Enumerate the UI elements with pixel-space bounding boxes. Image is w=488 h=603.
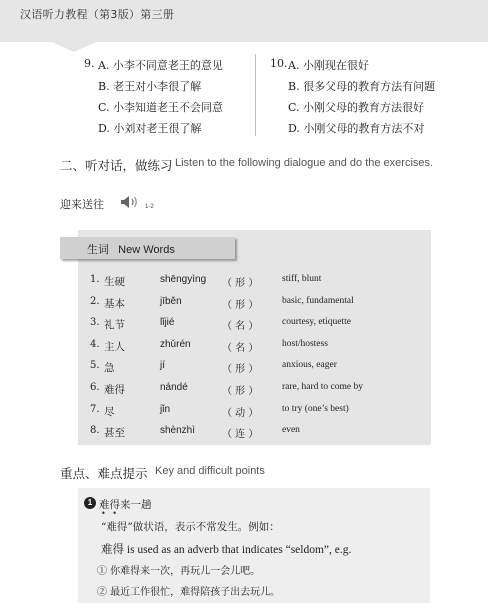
vocab-pos: （ 连 ） <box>222 429 259 441</box>
vocab-char: 甚至 <box>104 427 125 440</box>
vocab-en: anxious, eager <box>282 360 337 371</box>
vocab-num: 8. <box>90 425 100 437</box>
question-10-option-d: D. 小刚父母的教育方法不对 <box>288 122 425 135</box>
key-points-title: 重点、难点提示 <box>60 466 148 481</box>
vocab-en: courtesy, etiquette <box>282 317 352 328</box>
question-divider <box>255 54 256 136</box>
vocab-char: 难得 <box>104 384 125 396</box>
vocab-en: rare, hard to come by <box>282 382 363 392</box>
vocab-pos: （ 形 ） <box>222 364 259 376</box>
key-points-title-en: Key and difficult points <box>155 465 265 477</box>
dialogue-title: 迎来送往 <box>60 198 104 211</box>
audio-track-number: 1-2 <box>145 204 154 210</box>
bullet-number-badge: 1 <box>84 497 96 509</box>
vocab-num: 2. <box>90 295 100 307</box>
vocab-en: basic, fundamental <box>282 295 354 306</box>
vocab-en: stiff, blunt <box>282 274 322 284</box>
vocab-pinyin: zhǔrén <box>160 338 191 350</box>
vocab-pinyin: shènzhì <box>160 425 196 437</box>
vocab-pinyin: lǐjié <box>160 317 175 329</box>
vocab-num: 7. <box>90 403 100 415</box>
header-notch <box>52 42 96 52</box>
vocab-char: 尽 <box>104 405 115 418</box>
question-10-option-a: A. 小刚现在很好 <box>288 59 369 72</box>
vocab-char: 主人 <box>104 340 125 353</box>
vocab-num: 6. <box>90 382 100 393</box>
speaker-icon[interactable] <box>120 194 142 208</box>
vocab-char: 基本 <box>104 297 125 310</box>
section-2-title-en: Listen to the following dialogue and do the exercises. <box>175 157 434 169</box>
vocab-char: 急 <box>104 362 115 375</box>
vocab-pos: （ 形 ） <box>222 278 259 289</box>
question-10-option-c: C. 小刚父母的教育方法很好 <box>288 101 425 114</box>
question-10-number: 10. <box>270 57 288 70</box>
vocab-char: 礼节 <box>104 319 125 332</box>
vocab-en: host/hostess <box>282 338 328 349</box>
vocab-pos: （ 形 ） <box>222 386 259 397</box>
vocab-pos: （ 名 ） <box>222 321 259 333</box>
vocab-pinyin: nándé <box>160 382 188 393</box>
vocab-pinyin: jīběn <box>160 295 182 307</box>
key-point-example-2: ② 最近工作很忙，难得陪孩子出去玩儿。 <box>97 587 281 598</box>
new-words-label-en: New Words <box>118 244 175 256</box>
emphasis-dots-decoration: • • <box>101 509 119 518</box>
vocab-char: 生硬 <box>104 276 125 288</box>
vocab-en: even <box>282 425 300 436</box>
question-9-number: 9. <box>84 57 95 70</box>
question-9-option-d: D. 小刘对老王很了解 <box>98 122 202 135</box>
vocab-num: 4. <box>90 338 100 350</box>
vocab-pos: （ 动 ） <box>222 407 259 419</box>
vocab-num: 1. <box>90 274 100 285</box>
question-10-option-b: B. 很多父母的教育方法有问题 <box>288 80 436 93</box>
vocab-pinyin: jí <box>160 360 165 372</box>
question-9-option-b: B. 老王对小李很了解 <box>98 80 202 93</box>
key-point-example-1: ① 你难得来一次，再玩儿一会儿吧。 <box>97 566 261 577</box>
vocab-pinyin: jǐn <box>160 403 171 415</box>
question-9-option-c: C. 小李知道老王不会同意 <box>98 101 224 114</box>
vocab-num: 5. <box>90 360 100 372</box>
vocab-pos: （ 名 ） <box>222 342 259 354</box>
vocab-pos: （ 形 ） <box>222 299 259 311</box>
vocab-en: to try (one’s best) <box>282 403 349 414</box>
key-point-line-2: 难得 is used as an adverb that indicates “seldom”, e.g. <box>101 544 352 556</box>
book-title: 汉语听力教程（第3版）第三册 <box>20 8 175 21</box>
new-words-label <box>87 241 175 257</box>
vocab-num: 3. <box>90 317 100 329</box>
question-9-option-a: A. 小李不同意老王的意见 <box>98 59 223 72</box>
new-words-label-cn: 生词 <box>87 244 109 256</box>
key-point-item-title: 难得来一趟 <box>99 499 152 511</box>
vocab-pinyin: shēngyìng <box>160 274 207 285</box>
key-point-line-1: “难得”做状语，表示不常发生。例如： <box>101 521 280 533</box>
section-2-title: 二、听对话，做练习 <box>60 158 173 173</box>
